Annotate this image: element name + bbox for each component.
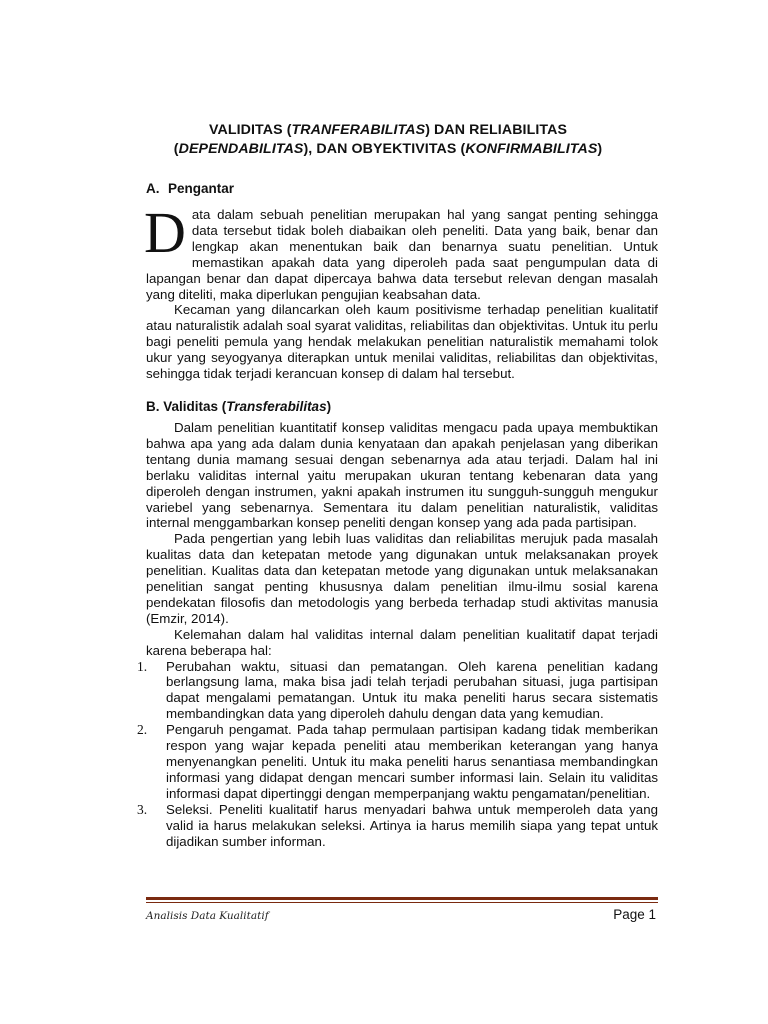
list-item-text: Perubahan waktu, situasi dan pematangan. Oleh karena penelitian kadang berlangsung lama, maka bisa jadi telah terjadi perubahan situasi, juga partisipan dapat mengalami pematangan. Untuk itu maka peneliti harus secara sistematis membandingkan data yang diperoleh dahulu dengan data yang kemudian.	[166, 658, 658, 722]
list-number: 1.	[137, 658, 148, 674]
title-text: (	[173, 141, 179, 157]
title-italic: DEPENDABILITAS	[178, 141, 304, 157]
footer-running-title: Analisis Data Kualitatif	[146, 910, 269, 922]
title-line-2	[118, 140, 658, 159]
list-number: 2.	[137, 722, 148, 738]
title-text: )	[597, 141, 603, 157]
list-item	[137, 658, 658, 723]
footer-rule-thin	[146, 902, 658, 903]
drop-cap: D	[144, 200, 186, 265]
section-b-title: B. Validitas (	[146, 398, 227, 414]
title-italic: TRANFERABILITAS	[291, 122, 426, 138]
list-item	[137, 801, 658, 850]
list-item-text: Seleksi. Peneliti kualitatif harus menyadari bahwa untuk memperoleh data yang valid ia harus melakukan seleksi. Artinya ia harus memilih siapa yang tepat untuk dijadikan sumber informan.	[166, 801, 658, 849]
title-italic: KONFIRMABILITAS	[465, 141, 598, 157]
numbered-list	[137, 658, 658, 850]
paragraph-text: ata dalam sebuah penelitian merupakan hal yang sangat penting sehingga data tersebut tidak boleh diabaikan oleh peneliti. Data yang baik, benar dan lengkap akan menentukan baik dan benarnya suatu penelitian. Untuk memastikan apakah data yang diperoleh pada saat pengumpulan data di lapangan benar dan dapat dipercaya bahwa data tersebut relevan dengan masalah yang diteliti, maka diperlukan pengujian keabsahan data.	[146, 207, 658, 302]
title-text: ), DAN OBYEKTIVITAS (	[303, 141, 466, 157]
section-b-paragraph-1: Dalam penelitian kuantitatif konsep validitas mengacu pada upaya membuktikan bahwa apa yang ada dalam dunia kenyataan dan apakah penjelasan yang diberikan tentang dunia mamang sesuai dengan sebenarnya ada atau terjadi. Dalam hal ini berlaku validitas internal yaitu merupakan ukuran tentang kebenaran data yang diperoleh dengan instrumen, yakni apakah instrumen itu sungguh-sungguh mengukur variebel yang sebenarnya. Sementara itu dalam penelitian naturalistik, validitas internal menggambarkan konsep peneliti dengan konsep yang ada pada partisipan.	[146, 419, 658, 531]
page-number: Page 1	[613, 907, 656, 922]
section-a-title: Pengantar	[168, 181, 235, 196]
section-b-heading	[146, 398, 658, 415]
footer-rule-thick	[146, 897, 658, 900]
section-b-paragraph-2: Pada pengertian yang lebih luas validitas dan reliabilitas merujuk pada masalah kualitas data dan ketepatan metode yang digunakan untuk melaksanakan proyek penelitian. Kualitas data dan ketepatan metode yang digunakan untuk melaksanakan penelitian sangat penting khususnya dalam penelitian ilmu-ilmu sosial karena pendekatan filosofis dan metodologis yang berbeda terhadap studi aktivitas manusia (Emzir, 2014).	[146, 531, 658, 626]
title-text: ) DAN RELIABILITAS	[425, 122, 568, 138]
section-a-paragraph-2: Kecaman yang dilancarkan oleh kaum positivisme terhadap penelitian kualitatif atau naturalistik adalah soal syarat validitas, reliabilitas dan objektivitas. Untuk itu perlu bagi peneliti pemula yang hendak melakukan penelitian naturalistik memahami tolok ukur yang seyogyanya diterapkan untuk menilai validitas, reliabilitas dan objektivitas, sehingga tidak terjadi kerancuan konsep di dalam hal tersebut.	[146, 302, 658, 382]
list-item-text: Pengaruh pengamat. Pada tahap permulaan partisipan kadang tidak memberikan respon yang wajar kepada peneliti atau memberikan keterangan yang hanya menyenangkan peneliti. Untuk itu maka peneliti harus senantiasa membandingkan informasi yang didapat dengan mencari sumber informasi lain. Selain itu validitas informasi dapat dipertinggi dengan memperpanjang waktu pengamatan/penelitian.	[166, 722, 658, 801]
list-number: 3.	[137, 801, 148, 817]
section-b-title: )	[326, 398, 332, 414]
section-b-paragraph-3: Kelemahan dalam hal validitas internal dalam penelitian kualitatif dapat terjadi karena beberapa hal:	[146, 626, 658, 658]
list-item	[137, 722, 658, 802]
document-body	[137, 180, 658, 849]
section-a-paragraph-1	[144, 200, 658, 302]
title-line-1	[118, 121, 658, 140]
title-text: VALIDITAS (	[208, 122, 292, 138]
section-b-title-italic: Transferabilitas	[226, 398, 327, 414]
section-a-letter: A.	[146, 181, 160, 196]
section-a-heading	[146, 180, 658, 197]
document-title	[118, 121, 658, 159]
